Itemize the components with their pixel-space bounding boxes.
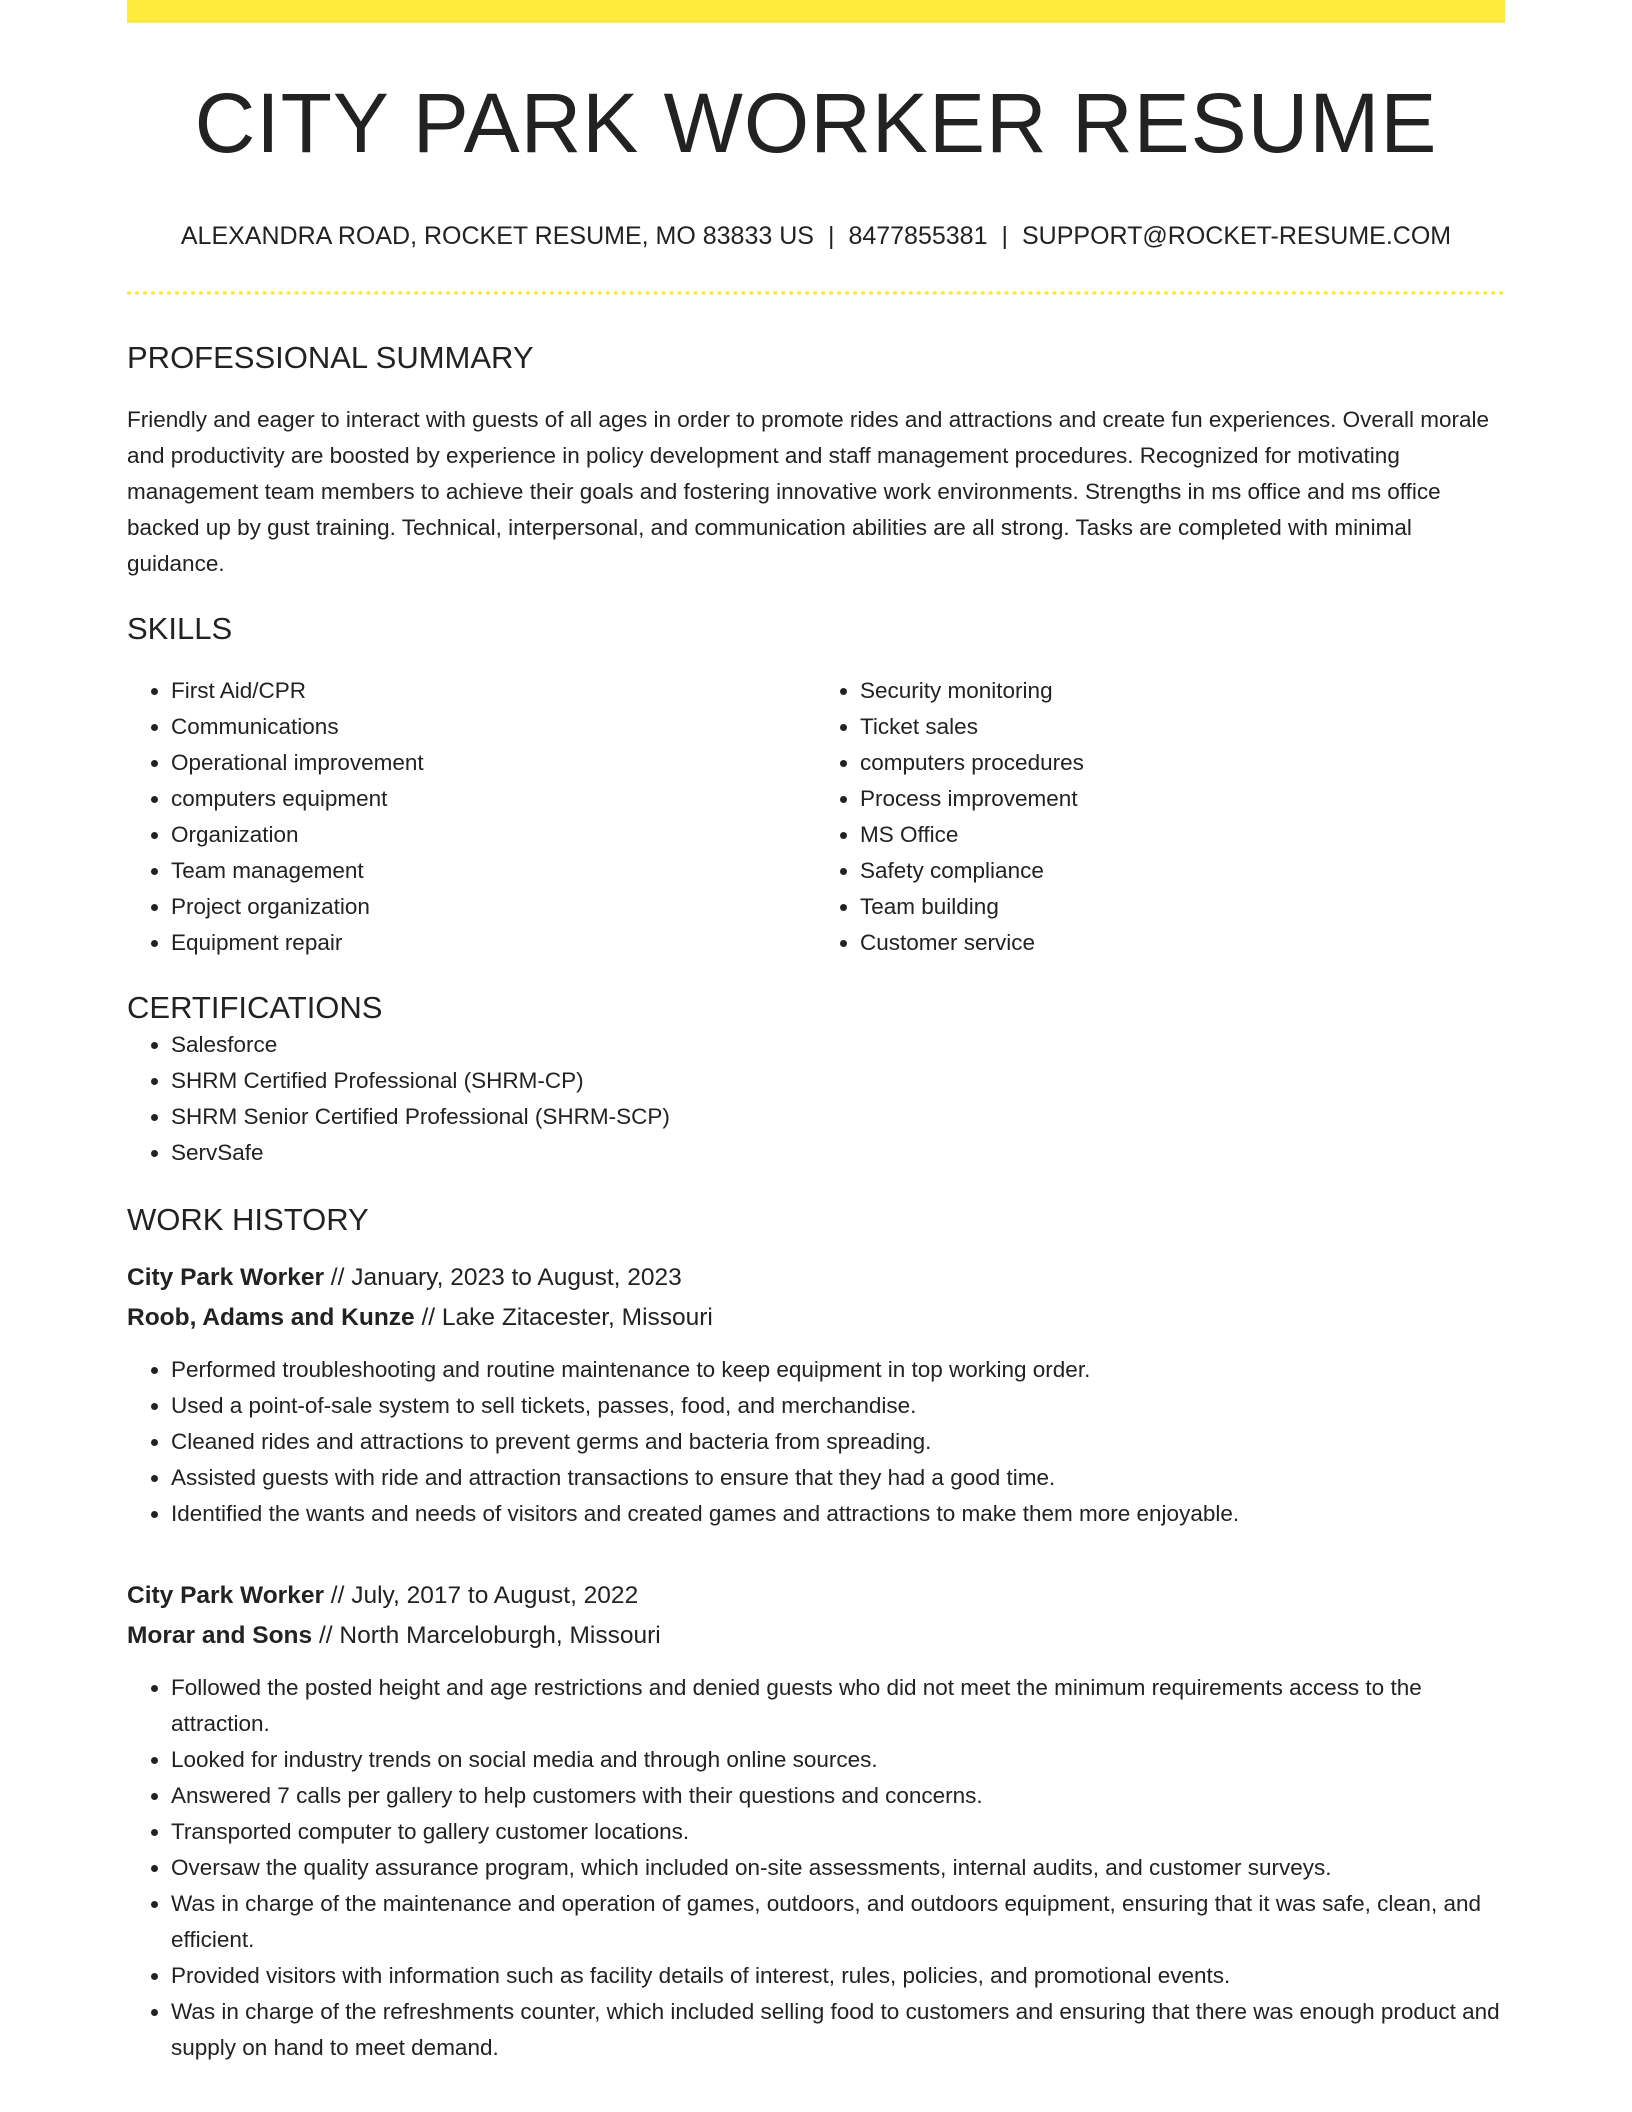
job-company: Roob, Adams and Kunze [127, 1303, 415, 1331]
job-role-line: City Park Worker // July, 2017 to August, 2022 [127, 1581, 639, 1609]
job-role: City Park Worker [127, 1263, 324, 1291]
skill-item: • First Aid/CPR [171, 673, 816, 709]
email: SUPPORT@ROCKET-RESUME.COM [1021, 222, 1452, 250]
skill-item: • Team building [860, 889, 1505, 925]
skills-list-left [127, 673, 816, 961]
certifications-heading: CERTIFICATIONS [127, 990, 383, 1026]
job-duty: • Identified the wants and needs of visitors and created games and attractions to make them more enjoyable. [171, 1496, 1505, 1532]
skills-grid [127, 673, 1505, 961]
summary-heading: PROFESSIONAL SUMMARY [127, 340, 534, 375]
skill-item: • MS Office [860, 817, 1505, 853]
job-location: North Marceloburgh, Missouri [339, 1621, 661, 1649]
job-duty: • Assisted guests with ride and attraction transactions to ensure that they had a good time. [171, 1460, 1505, 1496]
job-role-line: City Park Worker // January, 2023 to August, 2023 [127, 1263, 682, 1291]
skills-list-right [816, 673, 1505, 961]
job-duty: • Was in charge of the refreshments counter, which included selling food to customers and ensuring that there was enough product and supply on hand to meet demand. [171, 1994, 1505, 2066]
dotted-divider [127, 291, 1505, 295]
certification-item: • SHRM Certified Professional (SHRM-CP) [171, 1063, 1505, 1099]
skill-item: • Security monitoring [860, 673, 1505, 709]
job-role: City Park Worker [127, 1581, 324, 1609]
certification-item: • SHRM Senior Certified Professional (SHRM-SCP) [171, 1099, 1505, 1135]
job-duty: • Answered 7 calls per gallery to help customers with their questions and concerns. [171, 1778, 1505, 1814]
skill-item: • Equipment repair [171, 925, 816, 961]
job-duty: • Provided visitors with information such as facility details of interest, rules, policies, and promotional events. [171, 1958, 1505, 1994]
job-dates: July, 2017 to August, 2022 [351, 1581, 639, 1609]
job-dates: January, 2023 to August, 2023 [351, 1263, 682, 1291]
summary-text: Friendly and eager to interact with guests of all ages in order to promote rides and attractions and create fun experiences. Overall morale and productivity are boosted by experience in policy development and staff management procedures. Recognized for motivating management team members to achieve their goals and fostering innovative work environments. Strengths in ms office and ms office backed up by gust training. Technical, interpersonal, and communication abilities are all strong. Tasks are completed with minimal guidance. [127, 407, 1489, 577]
skill-item: • Organization [171, 817, 816, 853]
job-duty: • Performed troubleshooting and routine maintenance to keep equipment in top working order. [171, 1352, 1505, 1388]
job-duty: • Oversaw the quality assurance program, which included on-site assessments, internal audits, and customer surveys. [171, 1850, 1505, 1886]
job-company: Morar and Sons [127, 1621, 313, 1649]
job-company-line: Morar and Sons // North Marceloburgh, Missouri [127, 1621, 661, 1649]
job-duties [127, 1670, 1505, 2066]
job-company-line: Roob, Adams and Kunze // Lake Zitacester, Missouri [127, 1303, 713, 1331]
skill-item: • Project organization [171, 889, 816, 925]
skill-item: • Operational improvement [171, 745, 816, 781]
phone: 8477855381 [848, 222, 988, 250]
job-duty: • Used a point-of-sale system to sell tickets, passes, food, and merchandise. [171, 1388, 1505, 1424]
job-duty: • Cleaned rides and attractions to prevent germs and bacteria from spreading. [171, 1424, 1505, 1460]
job-duty: • Looked for industry trends on social media and through online sources. [171, 1742, 1505, 1778]
address: ALEXANDRA ROAD, ROCKET RESUME, MO 83833 US [180, 222, 814, 250]
skill-item: • Ticket sales [860, 709, 1505, 745]
skill-item: • Communications [171, 709, 816, 745]
separator: | [827, 222, 835, 250]
skill-item: • Process improvement [860, 781, 1505, 817]
skill-item: • Customer service [860, 925, 1505, 961]
separator: | [1001, 222, 1008, 250]
skill-item: • computers procedures [860, 745, 1505, 781]
contact-line [127, 221, 1505, 251]
job-entry [127, 1576, 1505, 2066]
skill-item: • Team management [171, 853, 816, 889]
job-duty: • Followed the posted height and age restrictions and denied guests who did not meet the minimum requirements access to the attraction. [171, 1670, 1505, 1742]
certification-item: • Salesforce [171, 1027, 1505, 1063]
work-history-heading: WORK HISTORY [127, 1201, 369, 1237]
job-location: Lake Zitacester, Missouri [441, 1303, 713, 1331]
certification-item: • ServSafe [171, 1135, 1505, 1171]
job-duty: • Transported computer to gallery customer locations. [171, 1814, 1505, 1850]
skill-item: • computers equipment [171, 781, 816, 817]
resume-title: CITY PARK WORKER RESUME [194, 76, 1438, 170]
job-entry [127, 1258, 1505, 1532]
accent-bar [127, 0, 1505, 23]
skills-heading: SKILLS [127, 611, 233, 647]
job-duty: • Was in charge of the maintenance and operation of games, outdoors, and outdoors equipment, ensuring that it was safe, clean, and efficient. [171, 1886, 1505, 1958]
job-duties [127, 1352, 1505, 1532]
skill-item: • Safety compliance [860, 853, 1505, 889]
certifications-list [127, 1027, 1505, 1171]
